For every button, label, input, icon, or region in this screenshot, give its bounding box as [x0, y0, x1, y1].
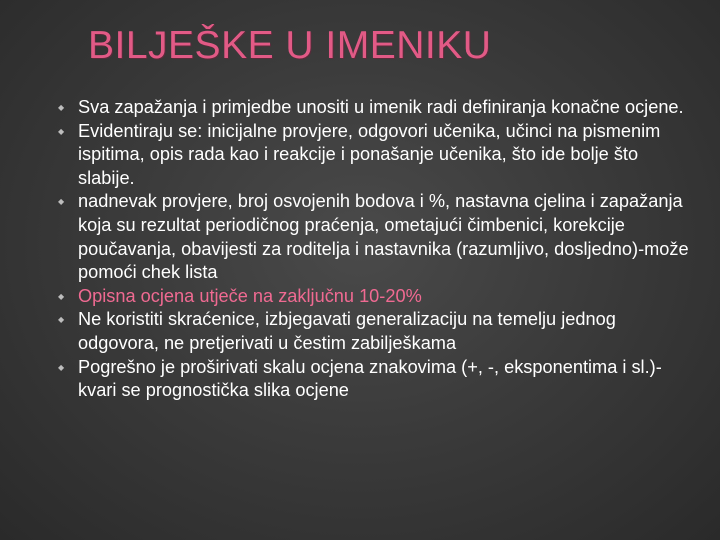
bullet-item [58, 308, 698, 355]
bullet-text: nadnevak provjere, broj osvojenih bodova i %, nastavna cjelina i zapažanja koja su rezultat periodičnog praćenja, ometajući čimbenici, korekcije poučavanja, obavijesti za roditelja i nastavnika (razumljivo, dosljedno)-može pomoći chek lista [78, 191, 689, 283]
bullet-text: Evidentiraju se: inicijalne provjere, odgovori učenika, učinci na pismenim ispitima, opis rada kao i reakcije i ponašanje učenika, što ide bolje što slabije. [78, 120, 661, 188]
bullet-text: Opisna ocjena utječe na zaključnu 10-20% [78, 285, 422, 306]
bullet-item-highlighted [58, 285, 698, 309]
diamond-bullet-icon: ◆ [58, 103, 65, 112]
slide-title: BILJEŠKE U IMENIKU [88, 24, 492, 67]
bullet-text: Sva zapažanja i primjedbe unositi u imenik radi definiranja konačne ocjene. [78, 97, 684, 117]
bullet-list [58, 96, 698, 403]
diamond-bullet-icon: ◆ [58, 291, 65, 301]
bullet-text: Ne koristiti skraćenice, izbjegavati generalizaciju na temelju jednog odgovora, ne pretjerivati u čestim zabilješkama [78, 309, 616, 353]
bullet-item [58, 356, 698, 403]
diamond-bullet-icon: ◆ [58, 362, 65, 372]
diamond-bullet-icon: ◆ [58, 315, 65, 325]
bullet-text: Pogrešno je proširivati skalu ocjena znakovima (+, -, eksponentima i sl.)-kvari se prognostička slika ocjene [78, 356, 662, 401]
bullet-item [58, 120, 698, 191]
diamond-bullet-icon: ◆ [58, 126, 65, 136]
bullet-item [58, 96, 698, 120]
bullet-item [58, 190, 698, 284]
diamond-bullet-icon: ◆ [58, 197, 65, 207]
